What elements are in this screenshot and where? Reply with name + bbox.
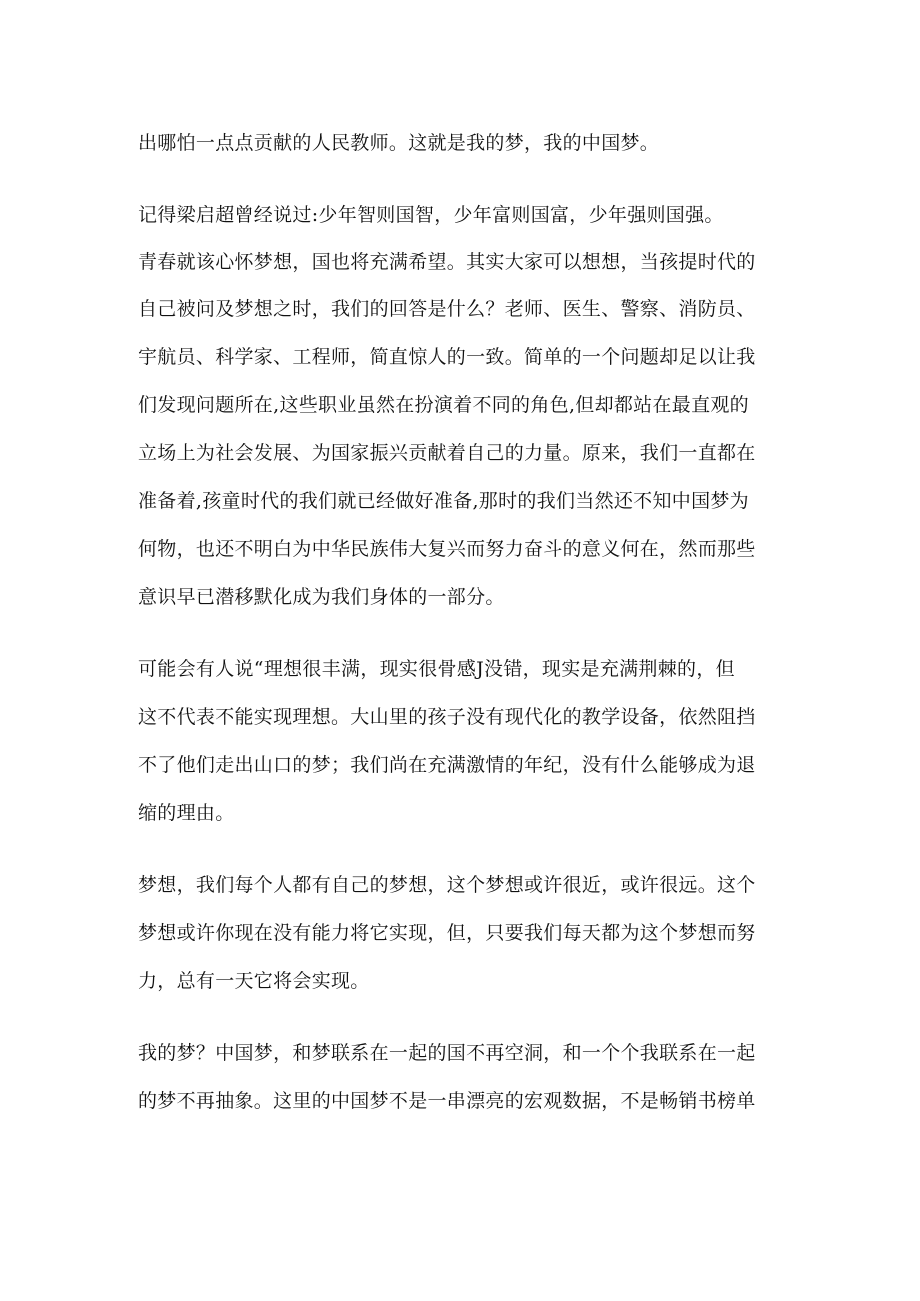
paragraph-line: 这不代表不能实现理想。大山里的孩子没有现代化的教学设备，依然阻挡 xyxy=(138,706,756,728)
paragraph-line: 缩的理由。 xyxy=(138,802,235,824)
paragraph-line: 不了他们走出山口的梦；我们尚在充满激情的年纪，没有什么能够成为退 xyxy=(138,754,756,776)
paragraph-line: 梦想或许你现在没有能力将它实现，但，只要我们每天都为这个梦想而努 xyxy=(138,922,756,944)
paragraph-line: 准备着,孩童时代的我们就已经做好准备,那时的我们当然还不知中国梦为 xyxy=(138,490,749,512)
paragraph-line: 我的梦？中国梦，和梦联系在一起的国不再空洞，和一个个我联系在一起 xyxy=(138,1042,756,1064)
paragraph-line: 力，总有一天它将会实现。 xyxy=(138,970,370,992)
paragraph-line: 青春就该心怀梦想，国也将充满希望。其实大家可以想想，当孩提时代的 xyxy=(138,251,756,273)
paragraph-line: 何物，也还不明白为中华民族伟大复兴而努力奋斗的意义何在，然而那些 xyxy=(138,538,756,560)
paragraph-line: 们发现问题所在,这些职业虽然在扮演着不同的角色,但却都站在最直观的 xyxy=(138,394,749,416)
paragraph-line: 意识早已潜移默化成为我们身体的一部分。 xyxy=(138,586,505,608)
paragraph-line: 梦想，我们每个人都有自己的梦想，这个梦想或许很近，或许很远。这个 xyxy=(138,874,756,896)
paragraph-line: 的梦不再抽象。这里的中国梦不是一串漂亮的宏观数据，不是畅销书榜单 xyxy=(138,1090,756,1112)
paragraph-line: 可能会有人说“理想很丰满，现实很骨感J没错，现实是充满荆棘的，但 xyxy=(138,658,735,680)
paragraph-line: 宇航员、科学家、工程师，简直惊人的一致。简单的一个问题却足以让我 xyxy=(138,346,756,368)
paragraph-line: 记得梁启超曾经说过:少年智则国智，少年富则国富，少年强则国强。 xyxy=(138,204,724,226)
paragraph-line: 立场上为社会发展、为国家振兴贡献着自己的力量。原来，我们一直都在 xyxy=(138,442,756,464)
paragraph-line: 自己被问及梦想之时，我们的回答是什么？老师、医生、警察、消防员、 xyxy=(138,298,756,320)
paragraph-line: 出哪怕一点点贡献的人民教师。这就是我的梦，我的中国梦。 xyxy=(138,132,660,154)
